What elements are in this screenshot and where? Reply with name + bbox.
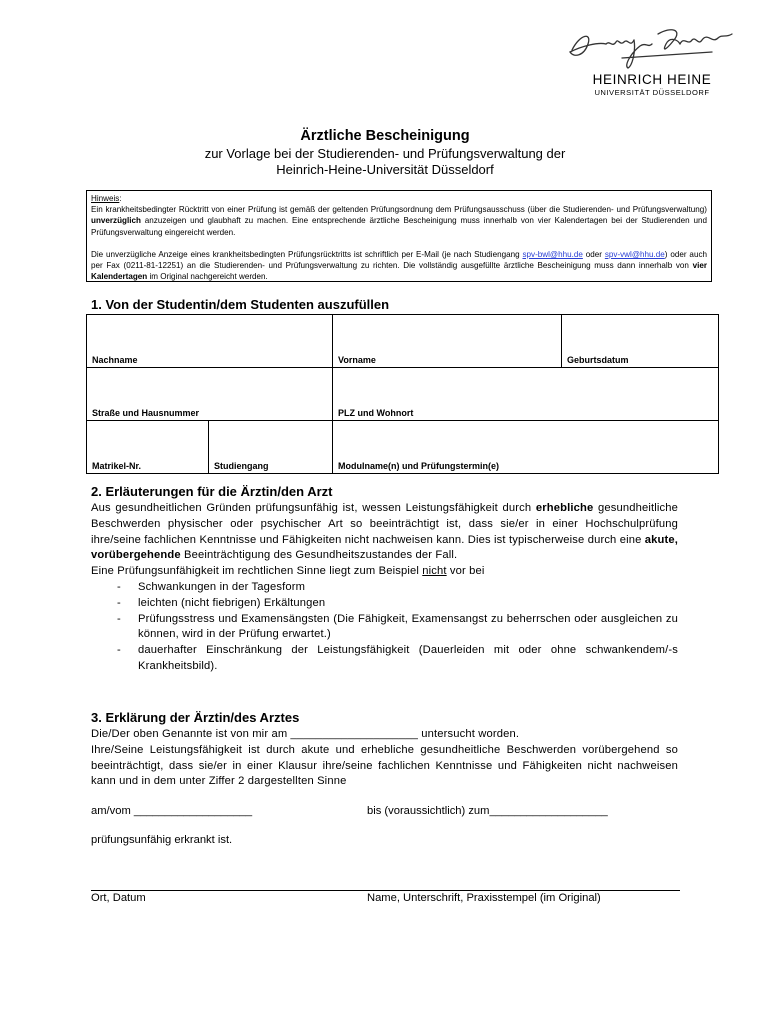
hint-p1-text: Ein krankheitsbedingter Rücktritt von einer Prüfung ist gemäß der geltenden Prüfungsordnung dem Prüfungsausschuss (über die Studierenden- und Prüfungsverwaltung) bbox=[91, 205, 707, 215]
document-subtitle-line2: Heinrich-Heine-Universität Düsseldorf bbox=[276, 162, 494, 177]
section2-body bbox=[91, 501, 678, 675]
email-link-bwl[interactable]: spv-bwl@hhu.de bbox=[522, 249, 583, 259]
list-item-text: leichten (nicht fiebrigen) Erkältungen bbox=[138, 596, 326, 609]
s2-p1-text: Aus gesundheitlichen Gründen prüfungsunfähig ist, wessen Leistungsfähigkeit durch bbox=[91, 502, 536, 514]
list-dash: - bbox=[117, 644, 121, 657]
list-item-text: Prüfungsstress und Examensängsten (Die Fähigkeit, Examensangst zu beherrschen oder ausgleichen zu können, wird in der Prüfung erwartet.) bbox=[138, 612, 678, 641]
hint-p2-text-4: im Original nachgereicht werden. bbox=[147, 272, 268, 282]
am-vom-field[interactable]: am/vom ___________________ bbox=[91, 805, 253, 817]
hint-p2-text-2: oder bbox=[582, 249, 605, 259]
hint-p1-bold: unverzüglich bbox=[91, 216, 141, 226]
bis-field[interactable]: bis (voraussichtlich) zum___________________ bbox=[367, 805, 608, 817]
s2-p2-text: Eine Prüfungsunfähigkeit im rechtlichen Sinne liegt zum Beispiel bbox=[91, 565, 423, 578]
field-plz-wohnort[interactable] bbox=[333, 368, 719, 421]
list-item-text: Schwankungen in der Tagesform bbox=[138, 580, 306, 593]
section2-heading: 2. Erläuterungen für die Ärztin/den Arzt bbox=[91, 484, 333, 499]
label-nachname: Nachname bbox=[92, 355, 138, 365]
label-geburtsdatum: Geburtsdatum bbox=[567, 355, 629, 365]
list-item bbox=[91, 612, 678, 644]
hint-p1-text-2: anzuzeigen und glaubhaft zu machen. Eine entsprechende ärztliche Bescheinigung muss innerhalb von vier Kalendertagen bei der Studierenden und Prüfungsverwaltung eingereicht werden. bbox=[91, 216, 707, 237]
university-name: HEINRICH HEINE bbox=[592, 72, 712, 87]
ort-datum-label: Ort, Datum bbox=[91, 892, 146, 904]
label-plz-wohnort: PLZ und Wohnort bbox=[338, 408, 414, 418]
section3-paragraph: Ihre/Seine Leistungsfähigkeit ist durch akute und erhebliche gesundheitliche Beschwerden vorübergehend so beeinträchtigt, dass sie/er in einer Klausur ihre/seine fachlichen Kenntnisse und Fähigkeiten nicht nachweisen kann und in dem unter Ziffer 2 dargestellten Sinne bbox=[91, 743, 678, 788]
section3-body bbox=[91, 727, 678, 790]
section2-paragraph-2 bbox=[91, 564, 678, 580]
list-dash: - bbox=[117, 612, 121, 625]
document-title: Ärztliche Bescheinigung bbox=[300, 128, 470, 144]
label-strasse: Straße und Hausnummer bbox=[92, 408, 200, 418]
s2-p2-underline: nicht bbox=[422, 565, 447, 578]
hint-p2-bold: vier Kalendertagen bbox=[91, 261, 707, 282]
hint-p2-text-3: ) oder auch per Fax (0211-81-12251) an die Studierenden- und Prüfungsverwaltung zu richten. Die vollständig ausgefüllte ärztliche Bescheinigung muss dann innerhalb von bbox=[91, 249, 707, 271]
list-item-text: dauerhafter Einschränkung der Leistungsfähigkeit (Dauerleiden mit oder ohne schwankendem/-s Krankheitsbild). bbox=[138, 644, 678, 672]
hint-paragraph-1 bbox=[91, 204, 707, 238]
hint-paragraph-2 bbox=[91, 249, 707, 283]
list-dash: - bbox=[117, 580, 121, 593]
university-subtitle: UNIVERSITÄT DÜSSELDORF bbox=[594, 88, 710, 97]
field-studiengang[interactable] bbox=[209, 421, 333, 474]
email-link-vwl[interactable]: spv-vwl@hhu.de bbox=[604, 249, 665, 259]
label-vorname: Vorname bbox=[338, 355, 376, 365]
s2-p1-text-2: gesundheitliche Beschwerden physischer oder psychischer Art so beeinträchtigt ist, dass sie/er in einer Hochschulprüfung ihre/seine fachlichen Kenntnisse und Fähigkeiten nicht nachweisen kann. Dies ist typischerweise durch eine bbox=[91, 502, 678, 546]
field-geburtsdatum[interactable] bbox=[562, 315, 719, 368]
label-matrikel: Matrikel-Nr. bbox=[92, 461, 142, 471]
signature-line bbox=[91, 890, 680, 891]
hint-label: Hinweis bbox=[91, 194, 120, 203]
field-matrikel[interactable] bbox=[87, 421, 209, 474]
section2-paragraph-1 bbox=[91, 501, 678, 564]
label-studiengang: Studiengang bbox=[214, 461, 269, 471]
field-vorname[interactable] bbox=[333, 315, 562, 368]
list-item bbox=[91, 643, 678, 675]
field-nachname[interactable] bbox=[87, 315, 333, 368]
list-dash: - bbox=[117, 596, 121, 609]
s2-p1-bold-1: erhebliche bbox=[535, 502, 594, 514]
examined-line: Die/Der oben Genannte ist von mir am ____________________ untersucht worden. bbox=[91, 728, 520, 740]
section1-heading: 1. Von der Studentin/dem Studenten auszufüllen bbox=[91, 297, 390, 312]
university-signature-logo bbox=[562, 22, 738, 72]
field-strasse[interactable] bbox=[87, 368, 333, 421]
field-modul[interactable] bbox=[333, 421, 719, 474]
hint-p2-text: Die unverzügliche Anzeige eines krankheitsbedingten Prüfungsrücktritts ist schriftlich per E-Mail (je nach Studiengang bbox=[91, 249, 523, 259]
signature-label: Name, Unterschrift, Praxisstempel (im Original) bbox=[367, 892, 601, 904]
list-item bbox=[91, 596, 678, 612]
document-subtitle-line1: zur Vorlage bei der Studierenden- und Prüfungsverwaltung der bbox=[204, 146, 566, 161]
krank-text: prüfungsunfähig erkrankt ist. bbox=[91, 834, 233, 846]
s2-p2-text-2: vor bei bbox=[446, 565, 485, 578]
section3-heading: 3. Erklärung der Ärztin/des Arztes bbox=[91, 710, 300, 725]
hint-colon: : bbox=[119, 194, 122, 203]
list-item bbox=[91, 580, 678, 596]
hint-box bbox=[86, 190, 712, 282]
student-data-table bbox=[86, 314, 719, 474]
s2-p1-text-3: Beeinträchtigung des Gesundheitszustandes der Fall. bbox=[180, 549, 458, 562]
s2-p1-bold-2: akute, vorübergehende bbox=[91, 533, 678, 562]
label-modul: Modulname(n) und Prüfungstermin(e) bbox=[338, 461, 499, 471]
